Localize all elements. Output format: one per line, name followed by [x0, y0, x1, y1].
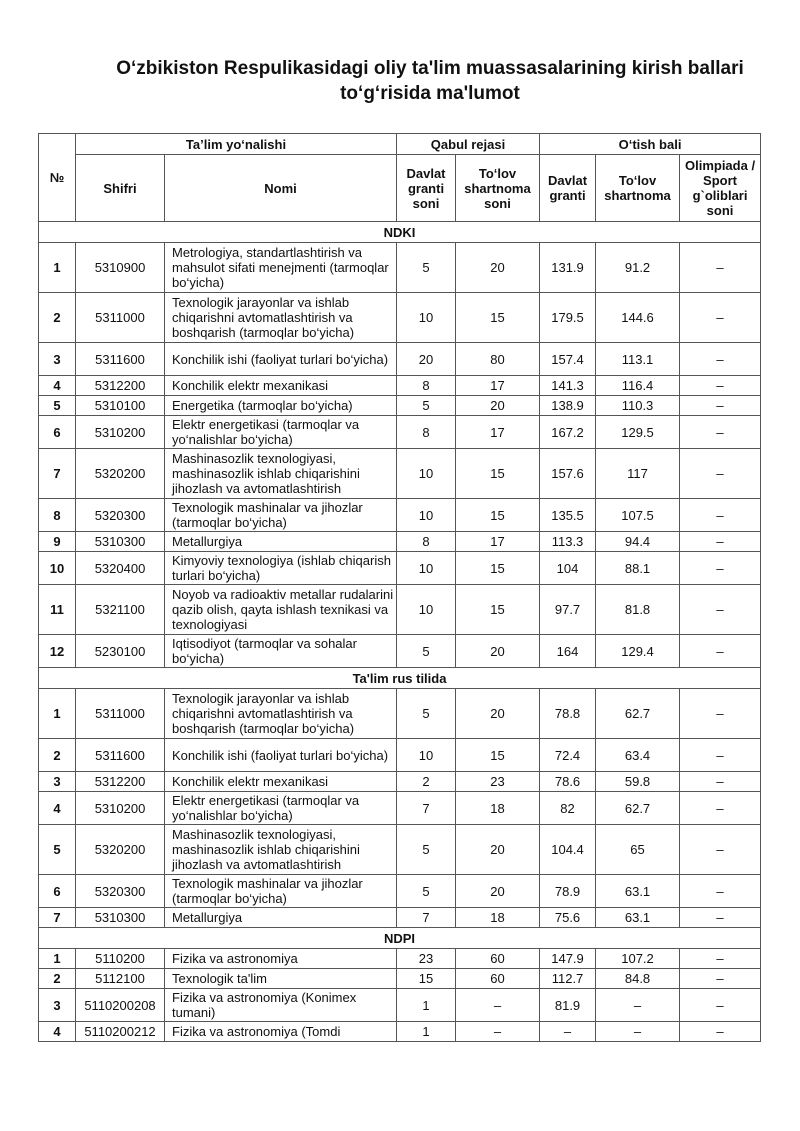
- cell-olimpiada: –: [680, 949, 761, 969]
- cell-tolov-shartnoma-soni: 20: [456, 825, 540, 875]
- cell-tolov-shartnoma-bali: 88.1: [596, 552, 680, 585]
- cell-olimpiada: –: [680, 532, 761, 552]
- header-talim-yonalishi: Ta’lim yo‘nalishi: [76, 134, 397, 155]
- cell-olimpiada: –: [680, 989, 761, 1022]
- header-tolov-shartnoma: To‘lov shartnoma: [596, 155, 680, 222]
- title-line-1: O‘zbikiston Respulikasidagi oliy ta'lim muassasalarining kirish ballari: [116, 58, 744, 79]
- cell-olimpiada: –: [680, 243, 761, 293]
- table-row: [39, 689, 761, 739]
- cell-olimpiada: –: [680, 908, 761, 928]
- table-row: [39, 949, 761, 969]
- cell-shifri: 5110200212: [76, 1022, 165, 1042]
- cell-davlat-granti-soni: 5: [397, 825, 456, 875]
- cell-davlat-granti-soni: 5: [397, 243, 456, 293]
- cell-davlat-granti-soni: 15: [397, 969, 456, 989]
- cell-shifri: 5320200: [76, 825, 165, 875]
- cell-tolov-shartnoma-bali: 113.1: [596, 343, 680, 376]
- cell-tolov-shartnoma-bali: 129.4: [596, 635, 680, 668]
- cell-shifri: 5230100: [76, 635, 165, 668]
- cell-tolov-shartnoma-bali: 62.7: [596, 792, 680, 825]
- cell-nomi: Konchilik elektr mexanikasi: [165, 376, 397, 396]
- cell-olimpiada: –: [680, 772, 761, 792]
- cell-shifri: 5112100: [76, 969, 165, 989]
- cell-davlat-granti-bali: 78.9: [540, 875, 596, 908]
- cell-tolov-shartnoma-soni: 15: [456, 552, 540, 585]
- cell-tolov-shartnoma-soni: 15: [456, 585, 540, 635]
- cell-olimpiada: –: [680, 739, 761, 772]
- cell-olimpiada: –: [680, 499, 761, 532]
- cell-nomi: Fizika va astronomiya (Konimex tumani): [165, 989, 397, 1022]
- cell-olimpiada: –: [680, 293, 761, 343]
- cell-number: 3: [39, 343, 76, 376]
- cell-tolov-shartnoma-soni: 17: [456, 532, 540, 552]
- cell-number: 12: [39, 635, 76, 668]
- cell-tolov-shartnoma-bali: 81.8: [596, 585, 680, 635]
- cell-number: 11: [39, 585, 76, 635]
- cell-davlat-granti-soni: 23: [397, 949, 456, 969]
- header-olimpiada: Olimpiada / Sport g`oliblari soni: [680, 155, 761, 222]
- cell-olimpiada: –: [680, 449, 761, 499]
- cell-davlat-granti-soni: 5: [397, 396, 456, 416]
- cell-nomi: Texnologik ta'lim: [165, 969, 397, 989]
- cell-number: 4: [39, 1022, 76, 1042]
- table-row: [39, 552, 761, 585]
- cell-number: 4: [39, 792, 76, 825]
- cell-davlat-granti-soni: 20: [397, 343, 456, 376]
- cell-tolov-shartnoma-soni: 20: [456, 689, 540, 739]
- cell-davlat-granti-soni: 2: [397, 772, 456, 792]
- cell-number: 10: [39, 552, 76, 585]
- cell-olimpiada: –: [680, 875, 761, 908]
- cell-shifri: 5310900: [76, 243, 165, 293]
- cell-nomi: Fizika va astronomiya: [165, 949, 397, 969]
- cell-shifri: 5310300: [76, 532, 165, 552]
- cell-davlat-granti-bali: 113.3: [540, 532, 596, 552]
- cell-nomi: Konchilik ishi (faoliyat turlari bo‘yicha): [165, 343, 397, 376]
- cell-number: 1: [39, 949, 76, 969]
- cell-shifri: 5320300: [76, 499, 165, 532]
- cell-olimpiada: –: [680, 635, 761, 668]
- table-row: [39, 376, 761, 396]
- cell-davlat-granti-soni: 10: [397, 552, 456, 585]
- cell-tolov-shartnoma-bali: 107.5: [596, 499, 680, 532]
- cell-shifri: 5110200208: [76, 989, 165, 1022]
- cell-tolov-shartnoma-bali: 59.8: [596, 772, 680, 792]
- cell-tolov-shartnoma-bali: 94.4: [596, 532, 680, 552]
- title-line-2: to‘g‘risida ma'lumot: [340, 83, 520, 104]
- cell-davlat-granti-soni: 5: [397, 875, 456, 908]
- cell-tolov-shartnoma-bali: 65: [596, 825, 680, 875]
- cell-davlat-granti-soni: 10: [397, 585, 456, 635]
- table-row: [39, 908, 761, 928]
- cell-davlat-granti-bali: 167.2: [540, 416, 596, 449]
- cell-davlat-granti-soni: 5: [397, 635, 456, 668]
- cell-davlat-granti-bali: 141.3: [540, 376, 596, 396]
- table-row: [39, 449, 761, 499]
- admission-scores-table: [38, 133, 761, 1042]
- cell-tolov-shartnoma-bali: 116.4: [596, 376, 680, 396]
- cell-number: 3: [39, 989, 76, 1022]
- cell-davlat-granti-soni: 10: [397, 499, 456, 532]
- header-qabul-rejasi: Qabul rejasi: [397, 134, 540, 155]
- table-row: [39, 792, 761, 825]
- cell-shifri: 5311000: [76, 293, 165, 343]
- cell-tolov-shartnoma-soni: 20: [456, 635, 540, 668]
- cell-davlat-granti-bali: 97.7: [540, 585, 596, 635]
- cell-number: 2: [39, 293, 76, 343]
- section-title: NDKI: [39, 222, 761, 243]
- cell-number: 3: [39, 772, 76, 792]
- cell-davlat-granti-bali: 82: [540, 792, 596, 825]
- cell-number: 2: [39, 969, 76, 989]
- cell-davlat-granti-bali: 164: [540, 635, 596, 668]
- table-row: [39, 1022, 761, 1042]
- table-row: [39, 825, 761, 875]
- cell-number: 1: [39, 689, 76, 739]
- cell-nomi: Iqtisodiyot (tarmoqlar va sohalar bo‘yicha): [165, 635, 397, 668]
- cell-olimpiada: –: [680, 376, 761, 396]
- cell-tolov-shartnoma-soni: 23: [456, 772, 540, 792]
- table-row: [39, 772, 761, 792]
- cell-davlat-granti-bali: 75.6: [540, 908, 596, 928]
- cell-olimpiada: –: [680, 1022, 761, 1042]
- cell-tolov-shartnoma-bali: 62.7: [596, 689, 680, 739]
- cell-nomi: Fizika va astronomiya (Tomdi: [165, 1022, 397, 1042]
- cell-nomi: Mashinasozlik texnologiyasi, mashinasozlik ishlab chiqarishini jihozlash va avtomatlashtirish: [165, 449, 397, 499]
- cell-davlat-granti-soni: 1: [397, 989, 456, 1022]
- cell-tolov-shartnoma-bali: 144.6: [596, 293, 680, 343]
- cell-nomi: Mashinasozlik texnologiyasi, mashinasozlik ishlab chiqarishini jihozlash va avtomatlashtirish: [165, 825, 397, 875]
- cell-tolov-shartnoma-soni: –: [456, 989, 540, 1022]
- cell-tolov-shartnoma-soni: 17: [456, 376, 540, 396]
- cell-nomi: Elektr energetikasi (tarmoqlar va yo‘nalishlar bo‘yicha): [165, 416, 397, 449]
- cell-shifri: 5310200: [76, 792, 165, 825]
- cell-number: 5: [39, 825, 76, 875]
- cell-shifri: 5110200: [76, 949, 165, 969]
- header-number: №: [39, 134, 76, 222]
- cell-number: 1: [39, 243, 76, 293]
- cell-tolov-shartnoma-bali: 91.2: [596, 243, 680, 293]
- cell-olimpiada: –: [680, 792, 761, 825]
- cell-davlat-granti-bali: –: [540, 1022, 596, 1042]
- section-row: [39, 668, 761, 689]
- cell-tolov-shartnoma-bali: 63.1: [596, 908, 680, 928]
- section-row: [39, 222, 761, 243]
- cell-number: 9: [39, 532, 76, 552]
- cell-number: 2: [39, 739, 76, 772]
- cell-davlat-granti-bali: 104.4: [540, 825, 596, 875]
- table-row: [39, 969, 761, 989]
- cell-shifri: 5312200: [76, 376, 165, 396]
- cell-tolov-shartnoma-bali: 63.4: [596, 739, 680, 772]
- cell-shifri: 5320200: [76, 449, 165, 499]
- section-title: NDPI: [39, 928, 761, 949]
- cell-davlat-granti-bali: 157.6: [540, 449, 596, 499]
- cell-tolov-shartnoma-soni: 60: [456, 949, 540, 969]
- header-davlat-granti-soni: Davlat granti soni: [397, 155, 456, 222]
- cell-shifri: 5321100: [76, 585, 165, 635]
- cell-davlat-granti-bali: 112.7: [540, 969, 596, 989]
- cell-davlat-granti-soni: 10: [397, 449, 456, 499]
- cell-nomi: Noyob va radioaktiv metallar rudalarini qazib olish, qayta ishlash texnikasi va texnologiyasi: [165, 585, 397, 635]
- cell-davlat-granti-bali: 147.9: [540, 949, 596, 969]
- cell-davlat-granti-soni: 1: [397, 1022, 456, 1042]
- cell-nomi: Metrologiya, standartlashtirish va mahsulot sifati menejmenti (tarmoqlar bo‘yicha): [165, 243, 397, 293]
- table-row: [39, 293, 761, 343]
- cell-olimpiada: –: [680, 416, 761, 449]
- cell-nomi: Energetika (tarmoqlar bo‘yicha): [165, 396, 397, 416]
- cell-nomi: Texnologik mashinalar va jihozlar (tarmoqlar bo‘yicha): [165, 875, 397, 908]
- cell-nomi: Konchilik ishi (faoliyat turlari bo‘yicha): [165, 739, 397, 772]
- cell-tolov-shartnoma-soni: 20: [456, 875, 540, 908]
- cell-tolov-shartnoma-bali: 63.1: [596, 875, 680, 908]
- cell-davlat-granti-bali: 135.5: [540, 499, 596, 532]
- cell-shifri: 5320400: [76, 552, 165, 585]
- cell-nomi: Metallurgiya: [165, 908, 397, 928]
- cell-tolov-shartnoma-bali: 129.5: [596, 416, 680, 449]
- cell-olimpiada: –: [680, 585, 761, 635]
- cell-davlat-granti-bali: 104: [540, 552, 596, 585]
- cell-olimpiada: –: [680, 552, 761, 585]
- header-nomi: Nomi: [165, 155, 397, 222]
- cell-davlat-granti-bali: 179.5: [540, 293, 596, 343]
- cell-nomi: Texnologik mashinalar va jihozlar (tarmoqlar bo‘yicha): [165, 499, 397, 532]
- cell-number: 7: [39, 908, 76, 928]
- cell-shifri: 5310100: [76, 396, 165, 416]
- cell-shifri: 5311600: [76, 343, 165, 376]
- cell-davlat-granti-bali: 138.9: [540, 396, 596, 416]
- cell-tolov-shartnoma-soni: 18: [456, 908, 540, 928]
- table-row: [39, 532, 761, 552]
- cell-tolov-shartnoma-soni: 15: [456, 499, 540, 532]
- cell-number: 8: [39, 499, 76, 532]
- cell-number: 7: [39, 449, 76, 499]
- cell-nomi: Texnologik jarayonlar va ishlab chiqarishni avtomatlashtirish va boshqarish (tarmoqlar bo‘yicha): [165, 293, 397, 343]
- header-davlat-granti: Davlat granti: [540, 155, 596, 222]
- cell-olimpiada: –: [680, 969, 761, 989]
- cell-davlat-granti-bali: 78.8: [540, 689, 596, 739]
- cell-nomi: Texnologik jarayonlar va ishlab chiqarishni avtomatlashtirish va boshqarish (tarmoqlar bo‘yicha): [165, 689, 397, 739]
- cell-tolov-shartnoma-soni: 15: [456, 449, 540, 499]
- cell-nomi: Kimyoviy texnologiya (ishlab chiqarish turlari bo‘yicha): [165, 552, 397, 585]
- cell-number: 6: [39, 875, 76, 908]
- cell-number: 6: [39, 416, 76, 449]
- cell-olimpiada: –: [680, 689, 761, 739]
- cell-davlat-granti-bali: 78.6: [540, 772, 596, 792]
- table-row: [39, 585, 761, 635]
- cell-davlat-granti-bali: 81.9: [540, 989, 596, 1022]
- table-body: [39, 222, 761, 1042]
- cell-tolov-shartnoma-soni: 20: [456, 243, 540, 293]
- cell-tolov-shartnoma-soni: 80: [456, 343, 540, 376]
- section-title: Ta'lim rus tilida: [39, 668, 761, 689]
- cell-tolov-shartnoma-soni: 17: [456, 416, 540, 449]
- cell-shifri: 5311000: [76, 689, 165, 739]
- cell-tolov-shartnoma-soni: 18: [456, 792, 540, 825]
- table-row: [39, 739, 761, 772]
- cell-tolov-shartnoma-soni: 15: [456, 739, 540, 772]
- table-row: [39, 396, 761, 416]
- cell-tolov-shartnoma-soni: 20: [456, 396, 540, 416]
- table-row: [39, 989, 761, 1022]
- cell-nomi: Konchilik elektr mexanikasi: [165, 772, 397, 792]
- table-row: [39, 635, 761, 668]
- cell-number: 4: [39, 376, 76, 396]
- cell-shifri: 5311600: [76, 739, 165, 772]
- cell-tolov-shartnoma-soni: 15: [456, 293, 540, 343]
- table-row: [39, 875, 761, 908]
- cell-tolov-shartnoma-bali: 84.8: [596, 969, 680, 989]
- cell-davlat-granti-soni: 5: [397, 689, 456, 739]
- table-header: [39, 134, 761, 222]
- cell-nomi: Metallurgiya: [165, 532, 397, 552]
- table-row: [39, 499, 761, 532]
- cell-tolov-shartnoma-soni: –: [456, 1022, 540, 1042]
- header-shifri: Shifri: [76, 155, 165, 222]
- cell-tolov-shartnoma-bali: –: [596, 989, 680, 1022]
- cell-davlat-granti-soni: 8: [397, 416, 456, 449]
- cell-davlat-granti-bali: 131.9: [540, 243, 596, 293]
- cell-tolov-shartnoma-soni: 60: [456, 969, 540, 989]
- cell-shifri: 5312200: [76, 772, 165, 792]
- cell-davlat-granti-bali: 72.4: [540, 739, 596, 772]
- cell-tolov-shartnoma-bali: 107.2: [596, 949, 680, 969]
- table-row: [39, 343, 761, 376]
- header-otish-bali: O‘tish bali: [540, 134, 761, 155]
- cell-olimpiada: –: [680, 343, 761, 376]
- cell-shifri: 5310300: [76, 908, 165, 928]
- cell-davlat-granti-soni: 10: [397, 293, 456, 343]
- cell-davlat-granti-bali: 157.4: [540, 343, 596, 376]
- cell-tolov-shartnoma-bali: 117: [596, 449, 680, 499]
- cell-davlat-granti-soni: 8: [397, 376, 456, 396]
- cell-davlat-granti-soni: 7: [397, 908, 456, 928]
- cell-nomi: Elektr energetikasi (tarmoqlar va yo‘nalishlar bo‘yicha): [165, 792, 397, 825]
- cell-davlat-granti-soni: 10: [397, 739, 456, 772]
- section-row: [39, 928, 761, 949]
- cell-shifri: 5320300: [76, 875, 165, 908]
- cell-olimpiada: –: [680, 825, 761, 875]
- cell-tolov-shartnoma-bali: –: [596, 1022, 680, 1042]
- cell-tolov-shartnoma-bali: 110.3: [596, 396, 680, 416]
- cell-number: 5: [39, 396, 76, 416]
- table-row: [39, 243, 761, 293]
- cell-olimpiada: –: [680, 396, 761, 416]
- cell-davlat-granti-soni: 8: [397, 532, 456, 552]
- header-tolov-shartnoma-soni: To‘lov shartnoma soni: [456, 155, 540, 222]
- table-row: [39, 416, 761, 449]
- cell-shifri: 5310200: [76, 416, 165, 449]
- document-title: [60, 56, 800, 106]
- cell-davlat-granti-soni: 7: [397, 792, 456, 825]
